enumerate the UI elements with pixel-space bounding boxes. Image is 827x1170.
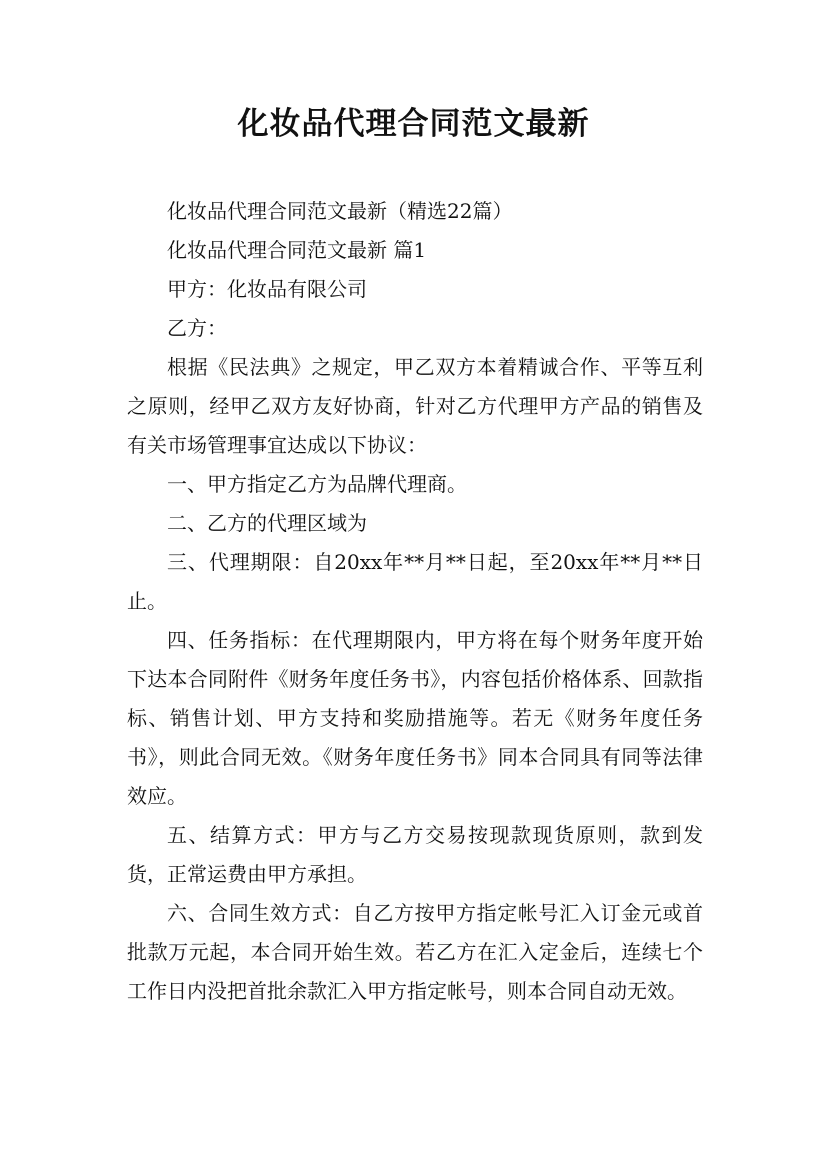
paragraph-clause-5: 五、结算方式：甲方与乙方交易按现款现货原则，款到发货，正常运费由甲方承担。 bbox=[127, 823, 703, 886]
paragraph-party-a: 甲方：化妆品有限公司 bbox=[167, 277, 367, 301]
paragraph-party-b: 乙方： bbox=[167, 316, 227, 340]
document-title: 化妆品代理合同范文最新 bbox=[237, 106, 590, 142]
paragraph-clause-4: 四、任务指标：在代理期限内，甲方将在每个财务年度开始下达本合同附件《财务年度任务书》，内容包括价格体系、回款指标、销售计划、甲方支持和奖励措施等。若无《财务年度任务书》，则此合同无效。《财务年度任务书》同本合同具有同等法律效应。 bbox=[127, 628, 703, 808]
paragraph-clause-6: 六、合同生效方式：自乙方按甲方指定帐号汇入订金元或首批款万元起，本合同开始生效。若乙方在汇入定金后，连续七个工作日内没把首批余款汇入甲方指定帐号，则本合同自动无效。 bbox=[127, 901, 703, 1003]
paragraph-section-heading: 化妆品代理合同范文最新 篇1 bbox=[167, 238, 427, 262]
paragraph-clause-2: 二、乙方的代理区域为 bbox=[167, 511, 367, 535]
document-body bbox=[127, 192, 703, 1011]
paragraph-clause-3: 三、代理期限：自20xx年**月**日起，至20xx年**月**日止。 bbox=[127, 550, 703, 613]
paragraph-preamble: 根据《民法典》之规定，甲乙双方本着精诚合作、平等互利之原则，经甲乙双方友好协商，针对乙方代理甲方产品的销售及有关市场管理事宜达成以下协议： bbox=[127, 355, 703, 457]
paragraph-subtitle: 化妆品代理合同范文最新（精选22篇） bbox=[167, 199, 513, 223]
paragraph-clause-1: 一、甲方指定乙方为品牌代理商。 bbox=[167, 472, 467, 496]
